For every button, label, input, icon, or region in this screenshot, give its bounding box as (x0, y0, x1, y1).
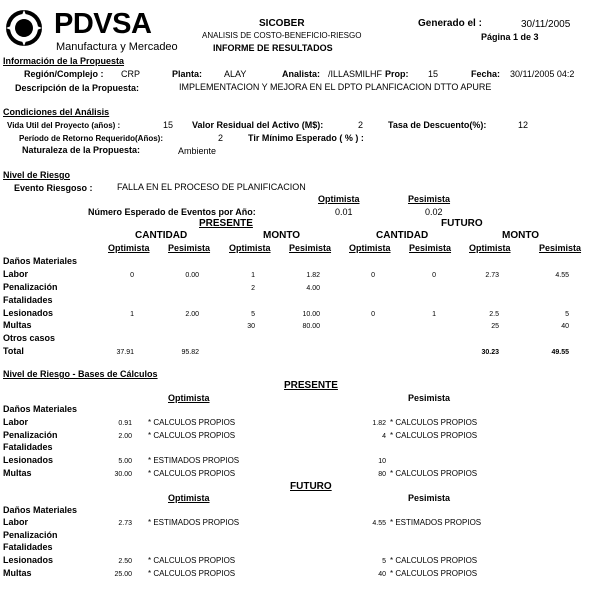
bases-pesimista-note: * CALCULOS PROPIOS (390, 431, 478, 440)
cantidad-presente-header: CANTIDAD (135, 230, 188, 241)
generated-date: 30/11/2005 (521, 19, 571, 30)
bases-pesimista-value: 80 (378, 471, 386, 478)
discount-value: 12 (518, 120, 529, 130)
useful-life-label: Vida Util del Proyecto (años) : (7, 121, 121, 130)
generated-label: Generado el : (418, 18, 482, 29)
bases-optimista-value: 2.73 (118, 520, 132, 527)
risk-cell: 95.82 (181, 349, 199, 356)
col-optimista-2: Optimista (229, 243, 271, 253)
return-period-label: Período de Retorno Requerido(Años): (19, 134, 163, 143)
risk-cell: 0.00 (185, 272, 199, 279)
bases-optimista-value: 25.00 (114, 571, 132, 578)
risk-cell: 40 (561, 323, 569, 330)
pdvsa-logo (4, 8, 44, 52)
bases-row-label: Multas (3, 568, 32, 578)
risk-cell: 1.82 (306, 272, 320, 279)
risk-cell: 0 (432, 272, 436, 279)
analyst-label: Analista: (282, 69, 321, 79)
risk-cell: 2.73 (485, 272, 499, 279)
events-label: Número Esperado de Eventos por Año: (88, 207, 256, 217)
futuro-header: FUTURO (441, 218, 483, 229)
risk-cell: 1 (432, 311, 436, 318)
plant-value: ALAY (224, 69, 247, 79)
prop-value: 15 (428, 69, 439, 79)
risk-cell: 30 (247, 323, 255, 330)
date-value: 30/11/2005 04:2 (510, 69, 575, 79)
risk-cell: 2.5 (489, 311, 499, 318)
bases-presente-header: PRESENTE (284, 380, 338, 391)
discount-label: Tasa de Descuento(%): (388, 120, 487, 130)
events-pesimista-value: 0.02 (425, 207, 443, 217)
bases-futuro-pesimista: Pesimista (408, 493, 451, 503)
proposal-section-title: Información de la Propuesta (3, 56, 125, 66)
risk-cell: 1 (251, 272, 255, 279)
prop-label: Prop: (385, 69, 409, 79)
company-subtitle: Manufactura y Mercadeo (56, 41, 178, 53)
bases-pesimista-value: 40 (378, 571, 386, 578)
bases-row-label: Daños Materiales (3, 505, 78, 515)
bases-row-label: Multas (3, 468, 32, 478)
bases-row-label: Penalización (3, 430, 58, 440)
bases-pesimista-note: * CALCULOS PROPIOS (390, 569, 478, 578)
bases-presente-pesimista: Pesimista (408, 393, 451, 403)
bases-optimista-note: * CALCULOS PROPIOS (148, 469, 236, 478)
monto-futuro-header: MONTO (502, 230, 540, 241)
conditions-section-title: Condiciones del Análisis (3, 107, 110, 117)
risk-cell: 37.91 (116, 349, 134, 356)
risk-row-label: Daños Materiales (3, 256, 78, 266)
nature-value: Ambiente (178, 146, 217, 156)
bases-presente-optimista: Optimista (168, 393, 210, 403)
events-pesimista-header: Pesimista (408, 194, 451, 204)
risk-cell: 0 (371, 311, 375, 318)
monto-presente-header: MONTO (263, 230, 301, 241)
presente-header: PRESENTE (199, 218, 253, 229)
date-label: Fecha: (471, 69, 501, 79)
risk-row-label: Fatalidades (3, 295, 53, 305)
analysis-title: ANALISIS DE COSTO-BENEFICIO-RIESGO (202, 31, 362, 40)
risk-row-label: Lesionados (3, 308, 54, 318)
risk-cell: 2.00 (185, 311, 199, 318)
bases-row-label: Labor (3, 417, 29, 427)
risk-cell: 10.00 (302, 311, 320, 318)
tir-label: Tir Mínimo Esperado ( % ) : (248, 133, 364, 143)
residual-label: Valor Residual del Activo (M$): (192, 120, 324, 130)
risk-cell: 0 (130, 272, 134, 279)
risk-cell: 5 (251, 311, 255, 318)
risk-cell: 49.55 (551, 349, 569, 356)
bases-pesimista-value: 4 (382, 433, 386, 440)
events-optimista-value: 0.01 (335, 207, 353, 217)
analyst-value: /ILLASMILHF (328, 69, 383, 79)
bases-optimista-value: 5.00 (118, 458, 132, 465)
col-optimista-3: Optimista (349, 243, 391, 253)
bases-row-label: Lesionados (3, 455, 54, 465)
bases-row-label: Daños Materiales (3, 404, 78, 414)
col-pesimista-2: Pesimista (289, 243, 332, 253)
bases-optimista-note: * CALCULOS PROPIOS (148, 556, 236, 565)
bases-pesimista-note: * ESTIMADOS PROPIOS (390, 518, 482, 527)
risk-cell: 30.23 (481, 349, 499, 356)
system-name: SICOBER (259, 18, 305, 29)
col-optimista-1: Optimista (108, 243, 150, 253)
bases-pesimista-value: 10 (378, 458, 386, 465)
bases-pesimista-value: 1.82 (372, 420, 386, 427)
col-pesimista-4: Pesimista (539, 243, 582, 253)
col-optimista-4: Optimista (469, 243, 511, 253)
risk-cell: 25 (491, 323, 499, 330)
risk-row-label: Otros casos (3, 333, 56, 343)
bases-pesimista-value: 5 (382, 558, 386, 565)
bases-futuro-header: FUTURO (290, 481, 332, 492)
risk-cell: 1 (130, 311, 134, 318)
bases-optimista-note: * CALCULOS PROPIOS (148, 569, 236, 578)
plant-label: Planta: (172, 69, 203, 79)
bases-optimista-value: 30.00 (114, 471, 132, 478)
events-optimista-header: Optimista (318, 194, 360, 204)
bases-row-label: Fatalidades (3, 542, 53, 552)
bases-pesimista-note: * CALCULOS PROPIOS (390, 418, 478, 427)
bases-optimista-value: 2.50 (118, 558, 132, 565)
bases-optimista-note: * ESTIMADOS PROPIOS (148, 518, 240, 527)
bases-pesimista-note: * CALCULOS PROPIOS (390, 469, 478, 478)
risk-row-label: Multas (3, 320, 32, 330)
bases-section-title: Nivel de Riesgo - Bases de Cálculos (3, 369, 158, 379)
col-pesimista-3: Pesimista (409, 243, 452, 253)
bases-row-label: Penalización (3, 530, 58, 540)
risk-row-label: Penalización (3, 282, 58, 292)
col-pesimista-1: Pesimista (168, 243, 211, 253)
nature-label: Naturaleza de la Propuesta: (22, 145, 141, 155)
region-value: CRP (121, 69, 141, 79)
risk-cell: 4.55 (555, 272, 569, 279)
report-title: INFORME DE RESULTADOS (213, 43, 333, 53)
bases-pesimista-note: * CALCULOS PROPIOS (390, 556, 478, 565)
risk-cell: 0 (371, 272, 375, 279)
bases-optimista-note: * ESTIMADOS PROPIOS (148, 456, 240, 465)
bases-row-label: Labor (3, 517, 29, 527)
residual-value: 2 (358, 120, 364, 130)
risk-row-label: Total (3, 346, 24, 356)
description-value: IMPLEMENTACION Y MEJORA EN EL DPTO PLANFICACION DTTO APURE (179, 82, 492, 92)
cantidad-futuro-header: CANTIDAD (376, 230, 429, 241)
risk-cell: 4.00 (306, 285, 320, 292)
useful-life-value: 15 (163, 120, 174, 130)
risk-cell: 5 (565, 311, 569, 318)
bases-optimista-note: * CALCULOS PROPIOS (148, 418, 236, 427)
risk-section-title: Nivel de Riesgo (3, 170, 71, 180)
bases-row-label: Fatalidades (3, 442, 53, 452)
bases-optimista-value: 0.91 (118, 420, 132, 427)
risk-cell: 2 (251, 285, 255, 292)
logo-text: PDVSA (54, 8, 152, 40)
event-label: Evento Riesgoso : (14, 183, 93, 193)
event-value: FALLA EN EL PROCESO DE PLANIFICACION (117, 182, 306, 192)
bases-optimista-value: 2.00 (118, 433, 132, 440)
bases-optimista-note: * CALCULOS PROPIOS (148, 431, 236, 440)
bases-futuro-optimista: Optimista (168, 493, 210, 503)
region-label: Región/Complejo : (24, 69, 104, 79)
bases-pesimista-value: 4.55 (372, 520, 386, 527)
pdvsa-sun-icon (4, 8, 44, 48)
bases-row-label: Lesionados (3, 555, 54, 565)
return-period-value: 2 (218, 133, 224, 143)
description-label: Descripción de la Propuesta: (15, 83, 140, 93)
risk-cell: 80.00 (302, 323, 320, 330)
risk-row-label: Labor (3, 269, 29, 279)
page-info: Página 1 de 3 (481, 32, 539, 42)
